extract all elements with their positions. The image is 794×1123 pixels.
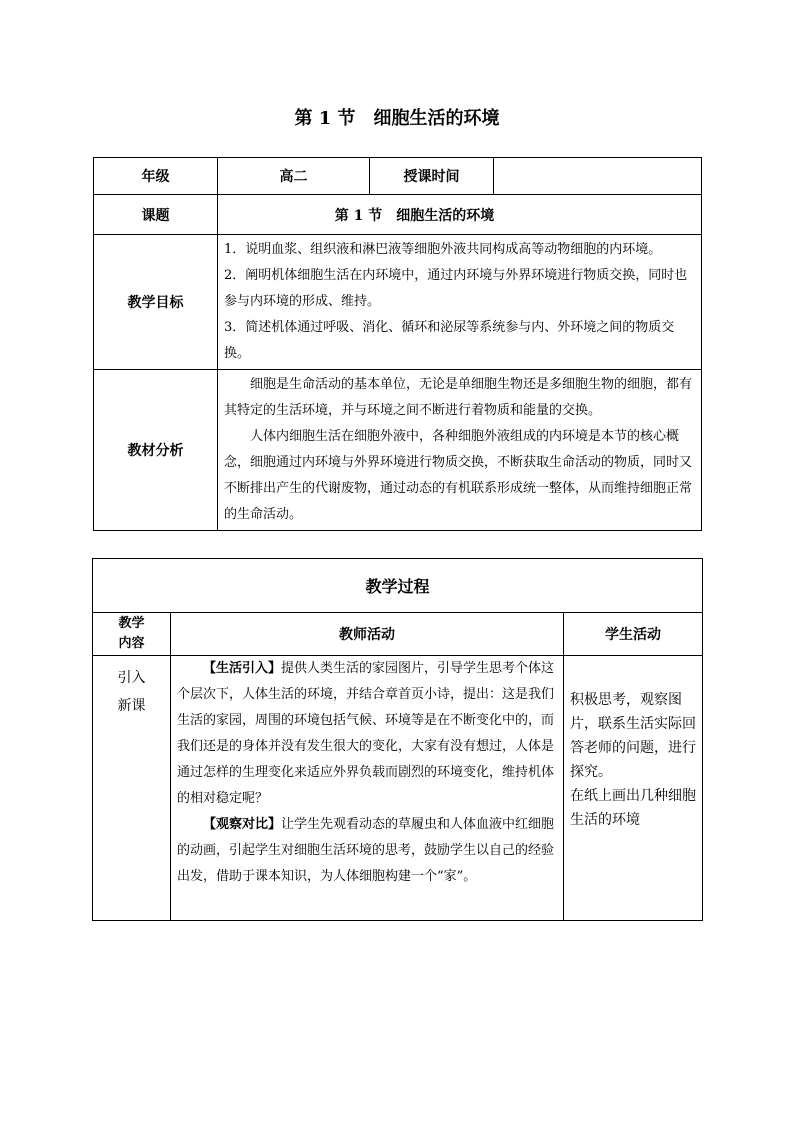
goal-item: 2．阐明机体细胞生活在内环境中，通过内环境与外界环境进行物质交换，同时也参与内环境的形成、维持。 bbox=[224, 268, 688, 309]
grade-label: 年级 bbox=[94, 158, 218, 195]
section-label-cell bbox=[93, 656, 171, 921]
analysis-cell bbox=[218, 370, 702, 531]
teacher-paragraph bbox=[177, 656, 557, 812]
column-header-teacher: 教师活动 bbox=[171, 613, 564, 656]
analysis-paragraph: 细胞是生命活动的基本单位，无论是单细胞生物还是多细胞生物的细胞，都有其特定的生活环境，并与环境之间不断进行着物质和能量的交换。 bbox=[224, 377, 693, 418]
topic-value: 第 1 节 细胞生活的环境 bbox=[218, 195, 702, 235]
column-header-student: 学生活动 bbox=[564, 613, 703, 656]
teacher-text: 让学生先观看动态的草履虫和人体血液中红细胞的动画，引起学生对细胞生活环境的思考，鼓励学生以自己的经验出发，借助于课本知识，为人体细胞构建一个“家”。 bbox=[177, 817, 555, 884]
student-item: 在纸上画出几种细胞生活的环境 bbox=[570, 788, 696, 828]
student-activity-cell bbox=[564, 656, 703, 921]
teacher-text: 提供人类生活的家园图片，引导学生思考个体这个层次下，人体生活的环境，并结合章首页小诗，提出：这是我们生活的家园，周围的环境包括气候、环境等是在不断变化中的，而我们还是的身体并没有发生很大的变化，大家有没有想过，人体是通过怎样的生理变化来适应外界负载而剧烈的环境变化，维持机体的相对稳定呢？ bbox=[177, 661, 555, 806]
topic-label: 课题 bbox=[94, 195, 218, 235]
goal-item: 1．说明血浆、组织液和淋巴液等细胞外液共同构成高等动物细胞的内环境。 bbox=[224, 242, 662, 257]
teaching-process-table bbox=[92, 558, 703, 921]
teacher-tag: 【生活引入】 bbox=[203, 661, 282, 676]
time-value bbox=[494, 158, 702, 195]
teacher-paragraph bbox=[177, 812, 557, 890]
goal-item: 3．简述机体通过呼吸、消化、循环和泌尿等系统参与内、外环境之间的物质交换。 bbox=[224, 320, 675, 361]
process-title: 教学过程 bbox=[93, 559, 703, 613]
teacher-tag: 【观察对比】 bbox=[203, 817, 282, 832]
column-header-content-text: 教学内容 bbox=[118, 616, 145, 651]
page-title: 第 1 节 细胞生活的环境 bbox=[294, 108, 500, 129]
goals-cell bbox=[218, 235, 702, 370]
grade-value: 高二 bbox=[218, 158, 370, 195]
course-info-table bbox=[93, 157, 702, 531]
teacher-activity-cell bbox=[171, 656, 564, 921]
time-label: 授课时间 bbox=[370, 158, 494, 195]
goals-label: 教学目标 bbox=[94, 235, 218, 370]
analysis-paragraph: 人体内细胞生活在细胞外液中，各种细胞外液组成的内环境是本节的核心概念，细胞通过内环境与外界环境进行物质交换，不断获取生命活动的物质，同时又不断排出产生的代谢废物，通过动态的有机联系形成统一整体，从而维持细胞正常的生命活动。 bbox=[224, 429, 693, 522]
student-item: 积极思考，观察图片，联系生活实际回答老师的问题，进行探究。 bbox=[570, 692, 696, 780]
column-header-content bbox=[93, 613, 171, 656]
section-label: 引入新课 bbox=[117, 670, 146, 714]
analysis-label: 教材分析 bbox=[94, 370, 218, 531]
